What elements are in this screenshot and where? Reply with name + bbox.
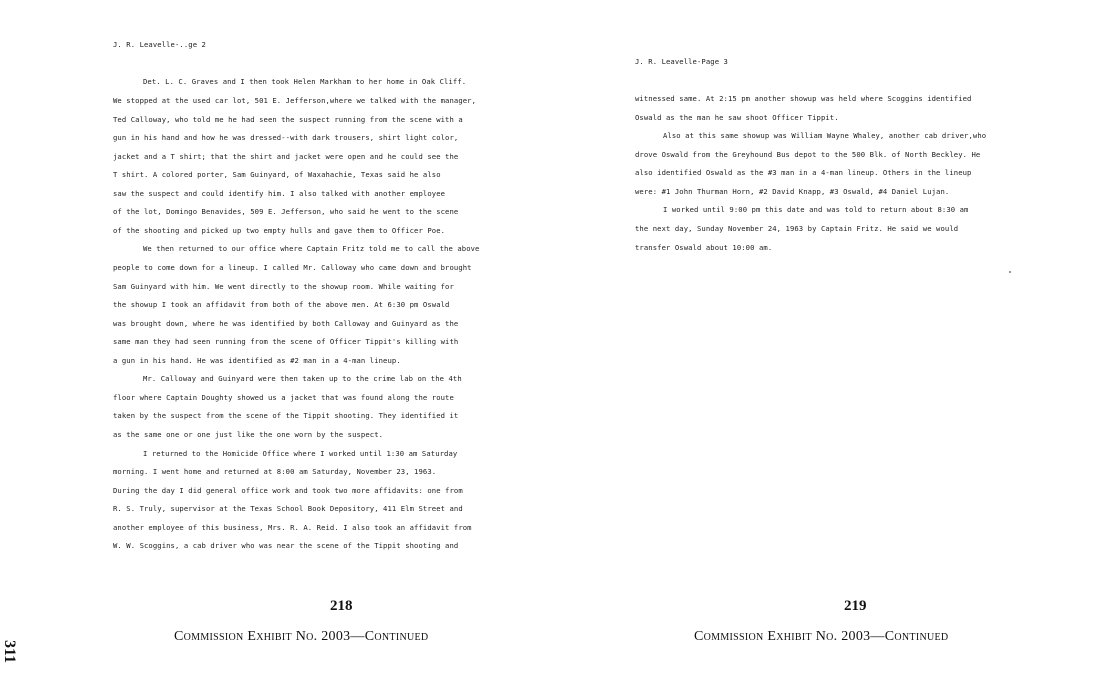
text-line: a gun in his hand. He was identified as #2 man in a 4-man lineup. bbox=[113, 356, 401, 365]
text-line: witnessed same. At 2:15 pm another showup was held where Scoggins identified bbox=[635, 94, 972, 103]
page-header: J. R. Leavelle-..ge 2 bbox=[113, 40, 206, 49]
side-page-number: 311 bbox=[1, 640, 18, 664]
exhibit-caption: Commission Exhibit No. 2003—Continued bbox=[694, 629, 949, 644]
text-line: I returned to the Homicide Office where I worked until 1:30 am Saturday bbox=[143, 449, 458, 458]
text-line: saw the suspect and could identify him. I also talked with another employee bbox=[113, 189, 446, 198]
text-line: taken by the suspect from the scene of the Tippit shooting. They identified it bbox=[113, 411, 459, 420]
text-line: Det. L. C. Graves and I then took Helen Markham to her home in Oak Cliff. bbox=[143, 77, 467, 86]
text-line: the next day, Sunday November 24, 1963 by Captain Fritz. He said we would bbox=[635, 224, 959, 233]
text-line: We stopped at the used car lot, 501 E. Jefferson,where we talked with the manager, bbox=[113, 96, 477, 105]
text-line: floor where Captain Doughty showed us a jacket that was found along the route bbox=[113, 393, 454, 402]
text-line: of the lot, Domingo Benavides, 509 E. Jefferson, who said he went to the scene bbox=[113, 207, 459, 216]
text-line: Ted Calloway, who told me he had seen the suspect running from the scene with a bbox=[113, 115, 463, 124]
text-line: the showup I took an affidavit from both of the above men. At 6:30 pm Oswald bbox=[113, 300, 450, 309]
text-line: Sam Guinyard with him. We went directly to the showup room. While waiting for bbox=[113, 282, 454, 291]
text-line: Also at this same showup was William Wayne Whaley, another cab driver,who bbox=[663, 131, 987, 140]
text-line: jacket and a T shirt; that the shirt and jacket were open and he could see the bbox=[113, 152, 459, 161]
page-number: 218 bbox=[330, 598, 353, 614]
text-line: R. S. Truly, supervisor at the Texas School Book Depository, 411 Elm Street and bbox=[113, 504, 463, 513]
text-line: were: #1 John Thurman Horn, #2 David Knapp, #3 Oswald, #4 Daniel Lujan. bbox=[635, 187, 950, 196]
text-line: We then returned to our office where Captain Fritz told me to call the above bbox=[143, 244, 480, 253]
text-line: I worked until 9:00 pm this date and was told to return about 8:30 am bbox=[663, 205, 969, 214]
text-line: of the shooting and picked up two empty hulls and gave them to Officer Poe. bbox=[113, 226, 446, 235]
text-line: transfer Oswald about 10:00 am. bbox=[635, 243, 773, 252]
text-line: another employee of this business, Mrs. R. A. Reid. I also took an affidavit from bbox=[113, 523, 472, 532]
exhibit-caption: Commission Exhibit No. 2003—Continued bbox=[174, 629, 429, 644]
text-line: T shirt. A colored porter, Sam Guinyard, of Waxahachie, Texas said he also bbox=[113, 170, 441, 179]
text-line: Mr. Calloway and Guinyard were then taken up to the crime lab on the 4th bbox=[143, 374, 462, 383]
text-line: Oswald as the man he saw shoot Officer Tippit. bbox=[635, 113, 839, 122]
text-line: also identified Oswald as the #3 man in a 4-man lineup. Others in the lineup bbox=[635, 168, 972, 177]
text-line: same man they had seen running from the scene of Officer Tippit's killing with bbox=[113, 337, 459, 346]
text-line: as the same one or one just like the one worn by the suspect. bbox=[113, 430, 384, 439]
right-page bbox=[547, 0, 1094, 691]
page-number: 219 bbox=[844, 598, 867, 614]
speck-mark bbox=[1009, 271, 1011, 273]
text-line: During the day I did general office work and took two more affidavits: one from bbox=[113, 486, 463, 495]
text-line: gun in his hand and how he was dressed--with dark trousers, shirt light color, bbox=[113, 133, 459, 142]
text-line: was brought down, where he was identified by both Calloway and Guinyard as the bbox=[113, 319, 459, 328]
text-line: drove Oswald from the Greyhound Bus depot to the 500 Blk. of North Beckley. He bbox=[635, 150, 981, 159]
page-header: J. R. Leavelle-Page 3 bbox=[635, 57, 728, 66]
text-line: morning. I went home and returned at 8:00 am Saturday, November 23, 1963. bbox=[113, 467, 437, 476]
text-line: people to come down for a lineup. I called Mr. Calloway who came down and brought bbox=[113, 263, 472, 272]
text-line: W. W. Scoggins, a cab driver who was near the scene of the Tippit shooting and bbox=[113, 541, 459, 550]
